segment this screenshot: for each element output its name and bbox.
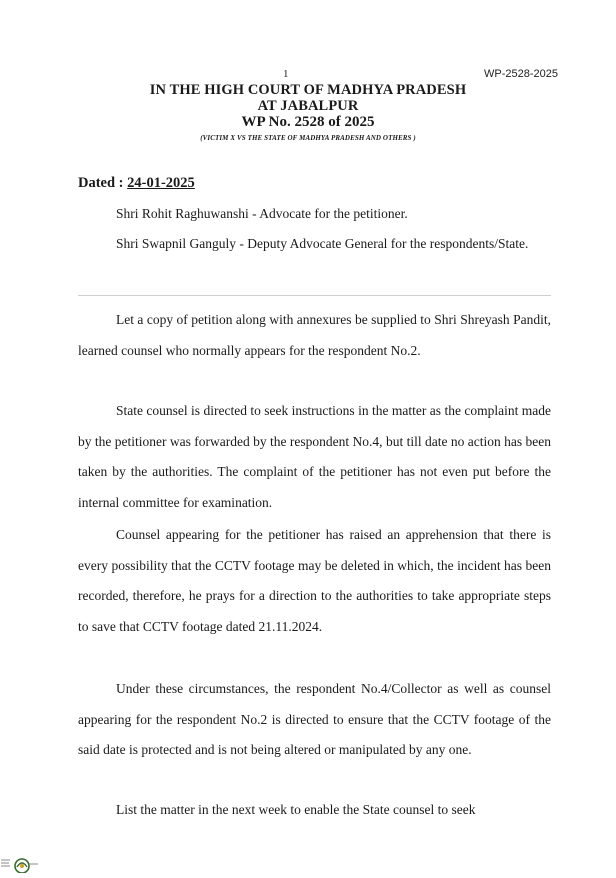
dated-value: 24-01-2025 (127, 175, 195, 191)
order-paragraph: State counsel is directed to seek instructions in the matter as the complaint made by the petitioner was forwarded by the respondent No.4, but till date no action has been taken by the authorities. The complaint of the petitioner has not even put before the internal committee for examination. (78, 403, 551, 510)
counsel-petitioner: Shri Rohit Raghuwanshi - Advocate for the petitioner. (116, 206, 408, 221)
counsel-state: Shri Swapnil Ganguly - Deputy Advocate General for the respondents/State. (116, 236, 529, 251)
order-paragraph: Let a copy of petition along with annexures be supplied to Shri Shreyash Pandit, learned counsel who normally appears for the respondent No.2. (78, 312, 551, 358)
page-number: 1 (283, 68, 289, 80)
court-header (0, 82, 616, 144)
order-paragraph: List the matter in the next week to enable the State counsel to seek (116, 802, 476, 817)
petition-number: WP No. 2528 of 2025 (241, 114, 375, 130)
order-paragraph: Counsel appearing for the petitioner has raised an apprehension that there is every possibility that the CCTV footage may be deleted in which, the incident has been recorded, therefore, he prays for a direction to the authorities to take appropriate steps to save that CCTV footage dated 21.11.2024. (78, 527, 551, 634)
dated-label: Dated : (78, 175, 124, 191)
court-bench: AT JABALPUR (257, 98, 359, 114)
court-name: IN THE HIGH COURT OF MADHYA PRADESH (149, 82, 467, 98)
case-parties: (VICTIM X VS THE STATE OF MADHYA PRADESH AND OTHERS ) (200, 134, 416, 142)
signature-seal-icon (0, 852, 40, 873)
order-paragraph: Under these circumstances, the respondent No.4/Collector as well as counsel appearing for the respondent No.2 is directed to ensure that the CCTV footage of the said date is protected and is not being altered or manipulated by any one. (78, 681, 551, 757)
case-reference: WP-2528-2025 (484, 68, 558, 80)
order-date (78, 175, 195, 192)
section-divider (78, 295, 551, 296)
